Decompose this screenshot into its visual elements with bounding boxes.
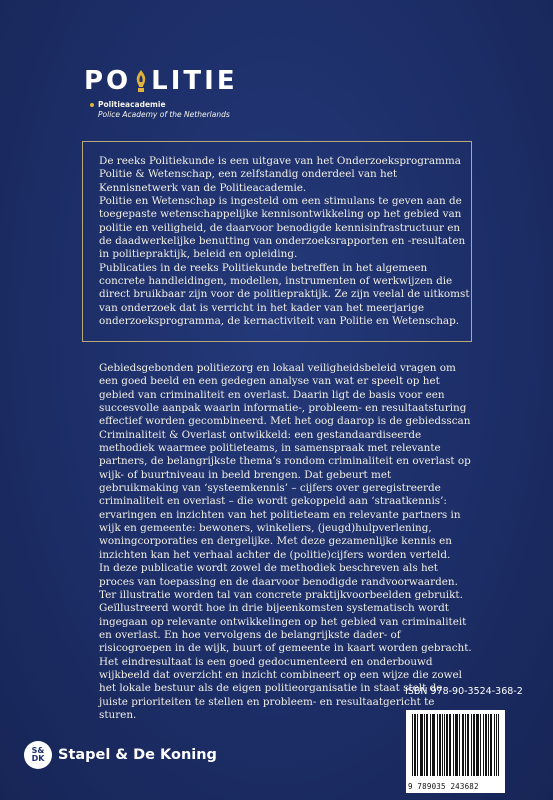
badge-top: S& bbox=[31, 746, 45, 755]
barcode bbox=[406, 710, 505, 793]
blurb-paragraph-2: In deze publicatie wordt zowel de methodiek beschreven als het proces van toepassing en de daarvoor benodigde randvoorwaarden. Ter illustratie worden tal van concrete praktijkvoorbeelden gebruikt. bbox=[99, 562, 463, 601]
academy-label bbox=[98, 100, 238, 119]
barcode-digits: 9 789035 243682 bbox=[408, 782, 479, 791]
publisher-badge bbox=[24, 741, 52, 769]
badge-bottom: DK bbox=[31, 754, 45, 763]
intro-text bbox=[99, 155, 474, 328]
barcode-bars bbox=[412, 714, 499, 776]
intro-paragraph-2: Politie en Wetenschap is ingesteld om een stimulans te geven aan de toegepaste wetenschappelijke kennisontwikkeling op het gebied van politie en veiligheid, de daarvoor benodigde kennisinfrastructuur en de daadwerkelijke benutting van onderzoeksrapporten en -resultaten in politiepraktijk, beleid en opleiding. bbox=[99, 195, 466, 261]
blurb-paragraph-1: Gebiedsgebonden politiezorg en lokaal veiligheidsbeleid vragen om een goed beeld en een gedegen analyse van wat er speelt op het gebied van criminaliteit en overlast. Daarin ligt de basis voor een succesvolle aanpak waarin informatie-, probleem- en resultaatsturing effectief worden gecombineerd. Met het oog daarop is de gebiedsscan Criminaliteit & Overlast ontwikkeld: een gestandaardiseerde methodiek waarmee politieteams, in samenspraak met relevante partners, de belangrijkste thema’s rondom criminaliteit en overlast op wijk- of buurtniveau in beeld brengen. Dat gebeurt met gebruikmaking van ‘systeemkennis’ – cijfers over geregistreerde criminaliteit en overlast – die wordt gekoppeld aan ‘straatkennis’: ervaringen en inzichten van het politieteam en relevante partners in wijk en gemeente: bewoners, winkeliers, (jeugd)hulpverlening, woningcorporaties en dergelijke. Met deze gezamenlijke kennis en inzichten kan het verhaal achter de (politie)cijfers worden verteld. bbox=[99, 362, 471, 561]
publisher-name: Stapel & De Koning bbox=[58, 747, 217, 763]
politie-logo bbox=[84, 66, 238, 119]
intro-paragraph-1: De reeks Politiekunde is een uitgave van het Onderzoeksprogramma Politie & Wetenschap, een zelfstandig onderdeel van het Kennisnetwerk van de Politieacademie. bbox=[99, 155, 461, 194]
flame-emblem-icon bbox=[134, 69, 148, 93]
logo-wordmark bbox=[84, 66, 238, 96]
logo-word-left: PO bbox=[84, 66, 132, 96]
academy-name-nl: Politieacademie bbox=[98, 100, 166, 109]
isbn-label: ISBN 978-90-3524-368-2 bbox=[405, 686, 523, 697]
bullet-dot-icon bbox=[90, 103, 94, 107]
publisher-logo bbox=[24, 741, 217, 769]
intro-paragraph-3: Publicaties in de reeks Politiekunde betreffen in het algemeen concrete handleidingen, modellen, instrumenten of werkwijzen die direct bruikbaar zijn voor de politiepraktijk. Ze zijn veelal de uitkomst van onderzoek dat is verricht in het kader van het meerjarige onderzoeksprogramma, de kernactiviteit van Politie en Wetenschap. bbox=[99, 261, 470, 328]
blurb-paragraph-3: Geïllustreerd wordt hoe in drie bijeenkomsten systematisch wordt ingegaan op relevante ontwikkelingen op het gebied van criminaliteit en overlast. En hoe vervolgens de belangrijkste dader- of risicogroepen in de wijk, buurt of gemeente in kaart worden gebracht. Het eindresultaat is een goed gedocumenteerd en onderbouwd wijkbeeld dat overzicht en inzicht combineert op een wijze die zowel het lokale bestuur als de eigen politieorganisatie in staat stelt de juiste prioriteiten te stellen en probleem- en resultaatgericht te sturen. bbox=[99, 602, 472, 721]
academy-name-en: Police Academy of the Netherlands bbox=[98, 110, 230, 119]
blurb-text bbox=[99, 362, 474, 722]
logo-word-right: LITIE bbox=[151, 66, 238, 96]
